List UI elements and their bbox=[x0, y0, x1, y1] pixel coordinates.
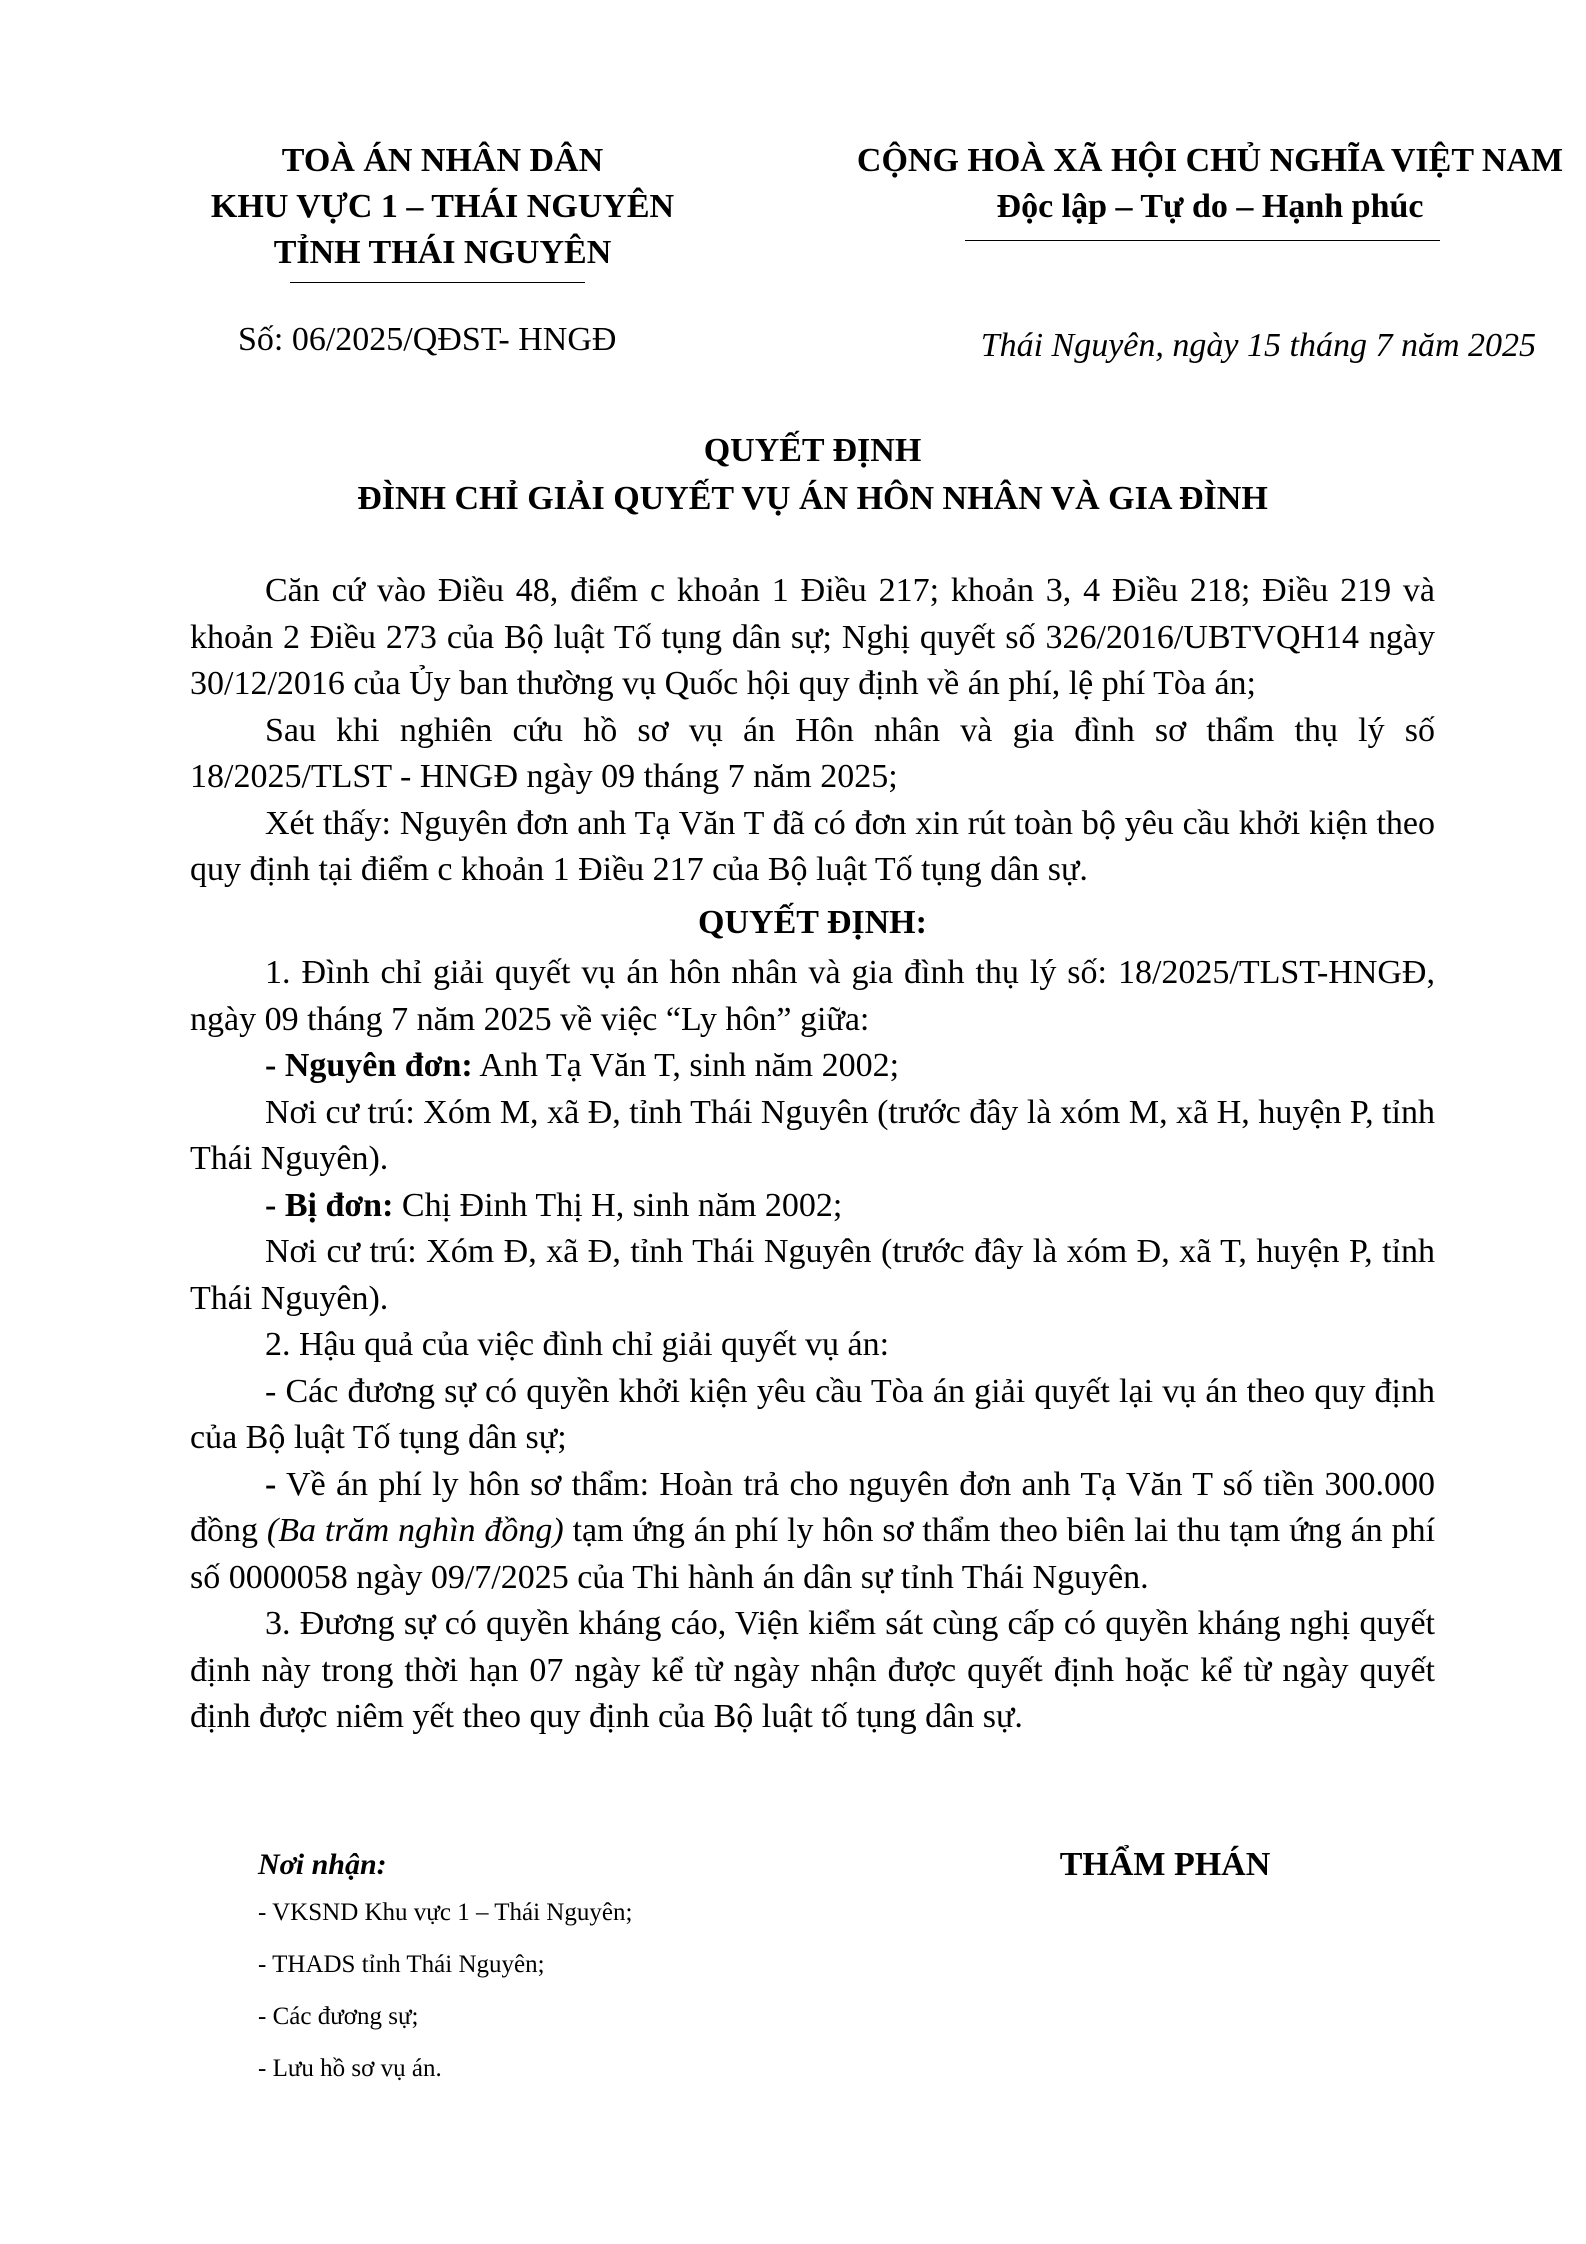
case-review-paragraph: Sau khi nghiên cứu hồ sơ vụ án Hôn nhân và gia đình sơ thẩm thụ lý số 18/2025/TLST - HNGĐ ngày 09 tháng 7 năm 2025; bbox=[190, 711, 1435, 795]
decision-item-3: 3. Đương sự có quyền kháng cáo, Viện kiểm sát cùng cấp có quyền kháng nghị quyết định này trong thời hạn 07 ngày kể từ ngày nhận được quyết định hoặc kể từ ngày quyết định được niêm yết theo quy định của Bộ luật tố tụng dân sự. bbox=[190, 1605, 1435, 1735]
recipient-item: - Lưu hồ sơ vụ án. bbox=[258, 2055, 442, 2082]
document-number: Số: 06/2025/QĐST- HNGĐ bbox=[238, 321, 617, 358]
national-header bbox=[845, 138, 1575, 230]
decision-subtitle: ĐÌNH CHỈ GIẢI QUYẾT VỤ ÁN HÔN NHÂN VÀ GIA ĐÌNH bbox=[357, 480, 1268, 517]
republic-name: CỘNG HOÀ XÃ HỘI CHỦ NGHĨA VIỆT NAM bbox=[856, 142, 1564, 179]
decision-heading: QUYẾT ĐỊNH: bbox=[698, 903, 927, 941]
consequence-refile: - Các đương sự có quyền khởi kiện yêu cầu Tòa án giải quyết lại vụ án theo quy định của Bộ luật Tố tụng dân sự; bbox=[190, 1372, 1435, 1456]
decision-item-1: 1. Đình chỉ giải quyết vụ án hôn nhân và gia đình thụ lý số: 18/2025/TLST-HNGĐ, ngày 09 tháng 7 năm 2025 về việc “Ly hôn” giữa: bbox=[190, 954, 1435, 1038]
defendant-text: Chị Đinh Thị H, sinh năm 2002; bbox=[393, 1186, 843, 1224]
court-name-line1: TOÀ ÁN NHÂN DÂN bbox=[281, 142, 604, 179]
defendant-paragraph bbox=[190, 1183, 1435, 1230]
defendant-residence: Nơi cư trú: Xóm Đ, xã Đ, tỉnh Thái Nguyên (trước đây là xóm Đ, xã T, huyện P, tỉnh Thái Nguyên). bbox=[190, 1233, 1435, 1317]
court-fee-text-pre: Về án phí ly hôn sơ thẩm: Hoàn trả cho nguyên đơn anh Tạ Văn T số tiền 300.000 đồng bbox=[190, 1465, 1435, 1549]
recipient-item: - VKSND Khu vực 1 – Thái Nguyên; bbox=[258, 1899, 633, 1926]
national-motto: Độc lập – Tự do – Hạnh phúc bbox=[996, 188, 1424, 225]
document-body bbox=[190, 568, 1435, 1741]
decision-item-2: 2. Hậu quả của việc đình chỉ giải quyết vụ án: bbox=[265, 1326, 890, 1363]
finding-paragraph: Xét thấy: Nguyên đơn anh Tạ Văn T đã có đơn xin rút toàn bộ yêu cầu khởi kiện theo quy định tại điểm c khoản 1 Điều 217 của Bộ luật Tố tụng dân sự. bbox=[190, 804, 1435, 888]
legal-basis-paragraph: Căn cứ vào Điều 48, điểm c khoản 1 Điều 217; khoản 3, 4 Điều 218; Điều 219 và khoản 2 Điều 273 của Bộ luật Tố tụng dân sự; Nghị quyết số 326/2016/UBTVQH14 ngày 30/12/2016 của Ủy ban thường vụ Quốc hội quy định về án phí, lệ phí Tòa án; bbox=[190, 572, 1435, 702]
court-header-underline bbox=[290, 282, 585, 283]
court-fee-amount-words: (Ba trăm nghìn đồng) bbox=[266, 1512, 564, 1549]
court-fee-dash: - bbox=[265, 1465, 277, 1503]
court-header bbox=[170, 138, 715, 276]
recipient-item: - Các đương sự; bbox=[258, 2003, 419, 2030]
national-header-underline bbox=[965, 240, 1440, 241]
recipient-item: - THADS tỉnh Thái Nguyên; bbox=[258, 1951, 545, 1978]
plaintiff-residence: Nơi cư trú: Xóm M, xã Đ, tỉnh Thái Nguyên (trước đây là xóm M, xã H, huyện P, tỉnh Thái Nguyên). bbox=[190, 1093, 1435, 1177]
place-date: Thái Nguyên, ngày 15 tháng 7 năm 2025 bbox=[980, 327, 1536, 364]
signer-title: THẨM PHÁN bbox=[1059, 1846, 1271, 1883]
court-name-line3: TỈNH THÁI NGUYÊN bbox=[273, 234, 612, 271]
defendant-label: - Bị đơn: bbox=[265, 1186, 394, 1224]
plaintiff-label: - Nguyên đơn: bbox=[265, 1047, 473, 1084]
recipients-label: Nơi nhận: bbox=[258, 1848, 387, 1881]
plaintiff-paragraph bbox=[190, 1043, 1435, 1090]
consequence-court-fee bbox=[190, 1462, 1435, 1602]
court-name-line2: KHU VỰC 1 – THÁI NGUYÊN bbox=[210, 188, 675, 225]
plaintiff-text: Anh Tạ Văn T, sinh năm 2002; bbox=[472, 1047, 900, 1084]
decision-title: QUYẾT ĐỊNH bbox=[703, 432, 922, 469]
court-fee-text-post: tạm ứng án phí ly hôn sơ thẩm theo biên lai thu tạm ứng án phí số 0000058 ngày 09/7/2025 của Thi hành án dân sự tỉnh Thái Nguyên. bbox=[190, 1512, 1436, 1596]
